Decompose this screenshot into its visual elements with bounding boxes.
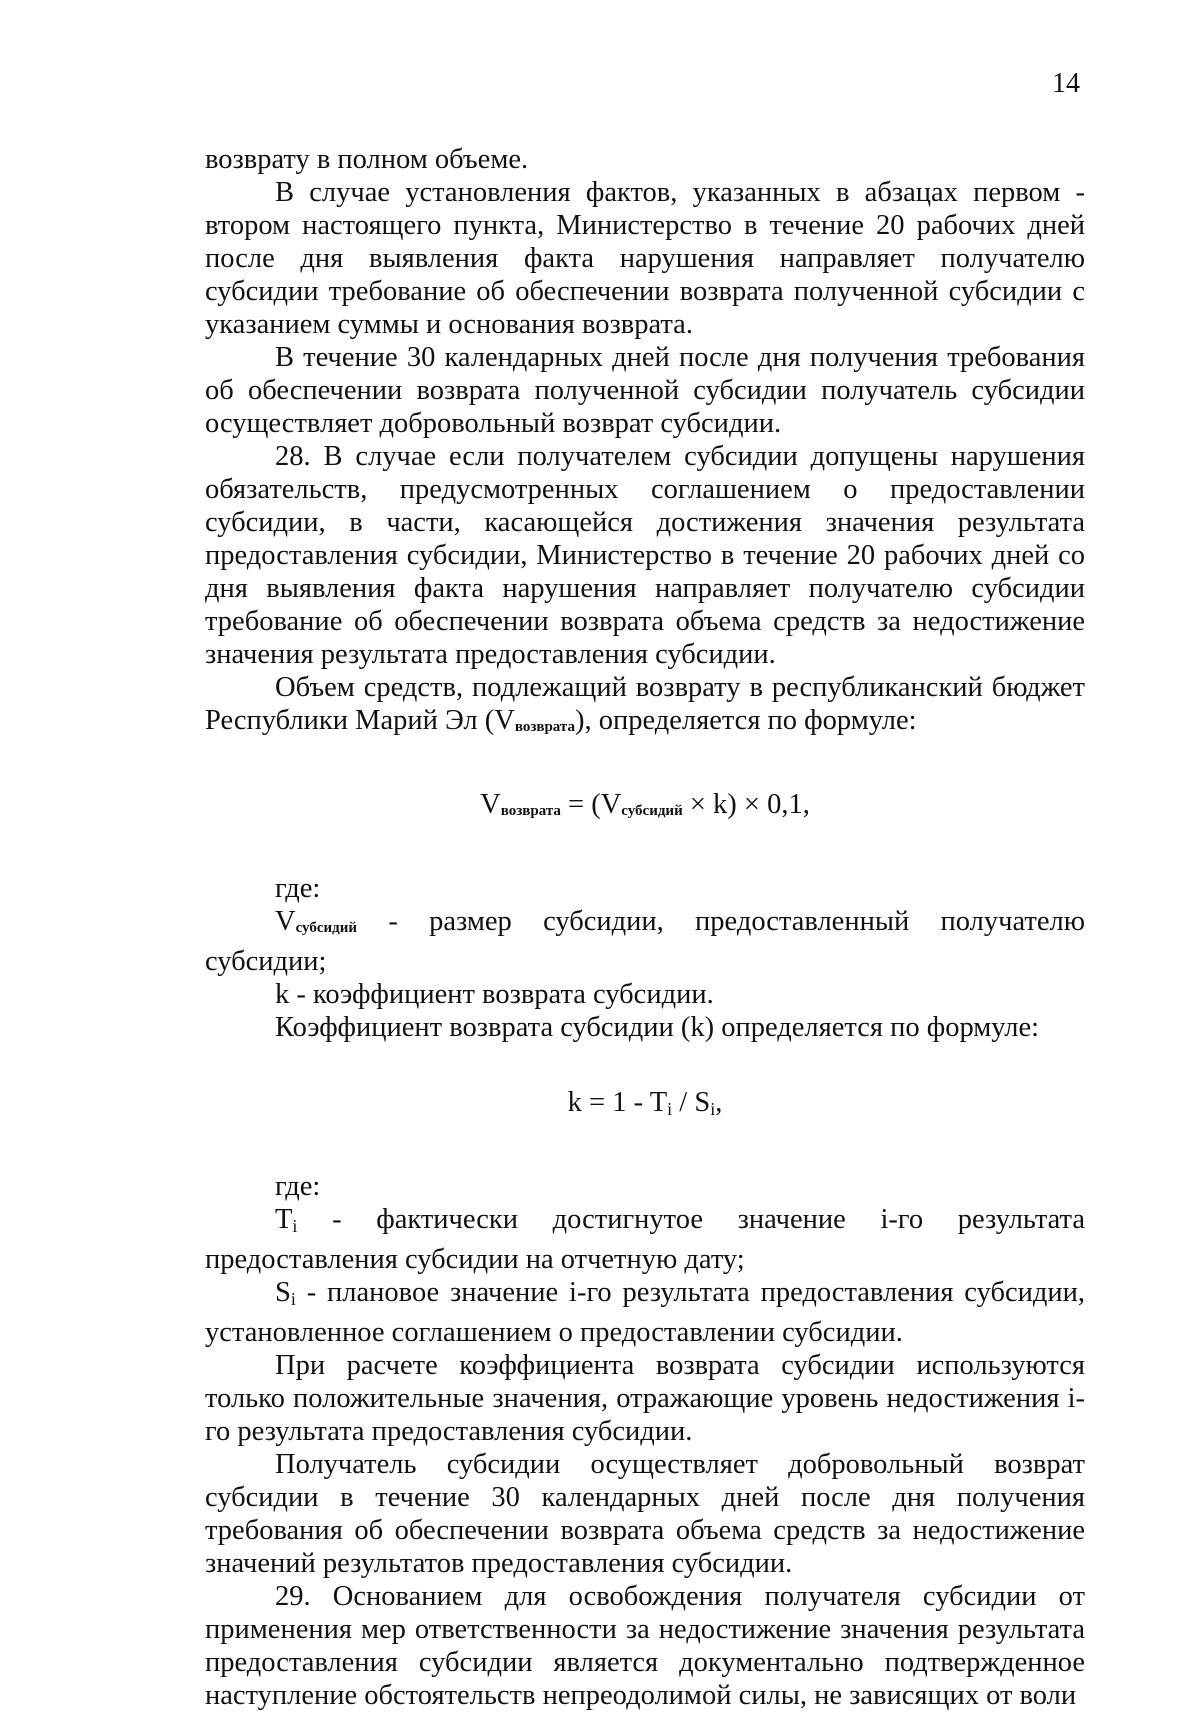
def-s-text: - плановое значение i-го результата предоставления субсидии, установленное соглашением о предоставлении субсидии. — [205, 1277, 1085, 1348]
formula-v-symbol: V — [480, 789, 501, 820]
paragraph-voluntary-return-2: Получатель субсидии осуществляет добровольный возврат субсидии в течение 30 календарных дней после дня получения требования об обеспечении возврата объема средств за недостижение значений результатов предоставления субсидии. — [205, 1449, 1085, 1579]
formula-k-end: , — [715, 1087, 723, 1118]
paragraph-k-formula-intro: Коэффициент возврата субсидии (k) определяется по формуле: — [275, 1012, 1040, 1043]
definition-t — [205, 1203, 1085, 1276]
document-body — [205, 143, 1085, 1712]
definition-k: k - коэффициент возврата субсидии. — [275, 979, 714, 1010]
definition-s — [205, 1276, 1085, 1349]
definition-v-subsidy — [205, 905, 1085, 978]
formula-return-volume — [205, 788, 1085, 828]
paragraph-positive-values: При расчете коэффициента возврата субсидии используются только положительные значения, отражающие уровень недостижения i-го результата предоставления субсидии. — [205, 1350, 1085, 1447]
where-label-1: где: — [275, 873, 321, 904]
formula-coefficient — [205, 1086, 1085, 1126]
paragraph-continuation: возврату в полном объеме. — [205, 144, 529, 175]
formula-subsidy-subscript: субсидий — [621, 803, 683, 819]
formula-k-start: k = 1 - T — [567, 1087, 668, 1118]
def-v-text: - размер субсидии, предоставленный получателю субсидии; — [205, 906, 1085, 977]
paragraph-return-volume — [205, 671, 1085, 744]
return-volume-text-end: ), определяется по формуле: — [574, 705, 917, 736]
return-volume-text-start: Объем средств, подлежащий возврату в республиканский бюджет Республики Марий Эл (V — [205, 672, 1085, 736]
def-s-subscript: i — [290, 1289, 296, 1309]
paragraph-item-29: 29. Основанием для освобождения получателя субсидии от применения мер ответственности за недостижение значения результата предоставления субсидии является документально подтвержденное наступление обстоятельств непреодолимой силы, не зависящих от воли — [205, 1581, 1085, 1711]
def-t-subscript: i — [292, 1216, 298, 1236]
formula-equals-part: = (V — [560, 789, 622, 820]
where-label-2: где: — [275, 1171, 321, 1202]
formula-t-subscript: i — [667, 1099, 673, 1119]
formula-end-part: × k) × 0,1, — [682, 789, 810, 820]
def-t-symbol: T — [275, 1204, 293, 1235]
def-t-text: - фактически достигнутое значение i-го результата предоставления субсидии на отчетную дату; — [205, 1204, 1085, 1275]
def-v-subscript: субсидий — [295, 920, 358, 936]
def-v-symbol: V — [275, 906, 296, 937]
formula-v-subscript: возврата — [500, 803, 561, 819]
def-s-symbol: S — [275, 1277, 291, 1308]
formula-k-mid: / S — [672, 1087, 711, 1118]
paragraph-voluntary-return: В течение 30 календарных дней после дня получения требования об обеспечении возврата полученной субсидии получатель субсидии осуществляет добровольный возврат субсидии. — [205, 342, 1085, 439]
paragraph-violation-facts: В случае установления фактов, указанных в абзацах первом - втором настоящего пункта, Министерство в течение 20 рабочих дней после дня выявления факта нарушения направляет получателю субсидии требование об обеспечении возврата полученной субсидии с указанием суммы и основания возврата. — [205, 177, 1085, 340]
page-number: 14 — [1052, 68, 1080, 99]
paragraph-item-28: 28. В случае если получателем субсидии допущены нарушения обязательств, предусмотренных соглашением о предоставлении субсидии, в части, касающейся достижения значения результата предоставления субсидии, Министерство в течение 20 рабочих дней со дня выявления факта нарушения направляет получателю субсидии требование об обеспечении возврата объема средств за недостижение значения результата предоставления субсидии. — [205, 441, 1085, 670]
return-volume-subscript: возврата — [514, 719, 575, 735]
formula-s-subscript: i — [710, 1099, 716, 1119]
